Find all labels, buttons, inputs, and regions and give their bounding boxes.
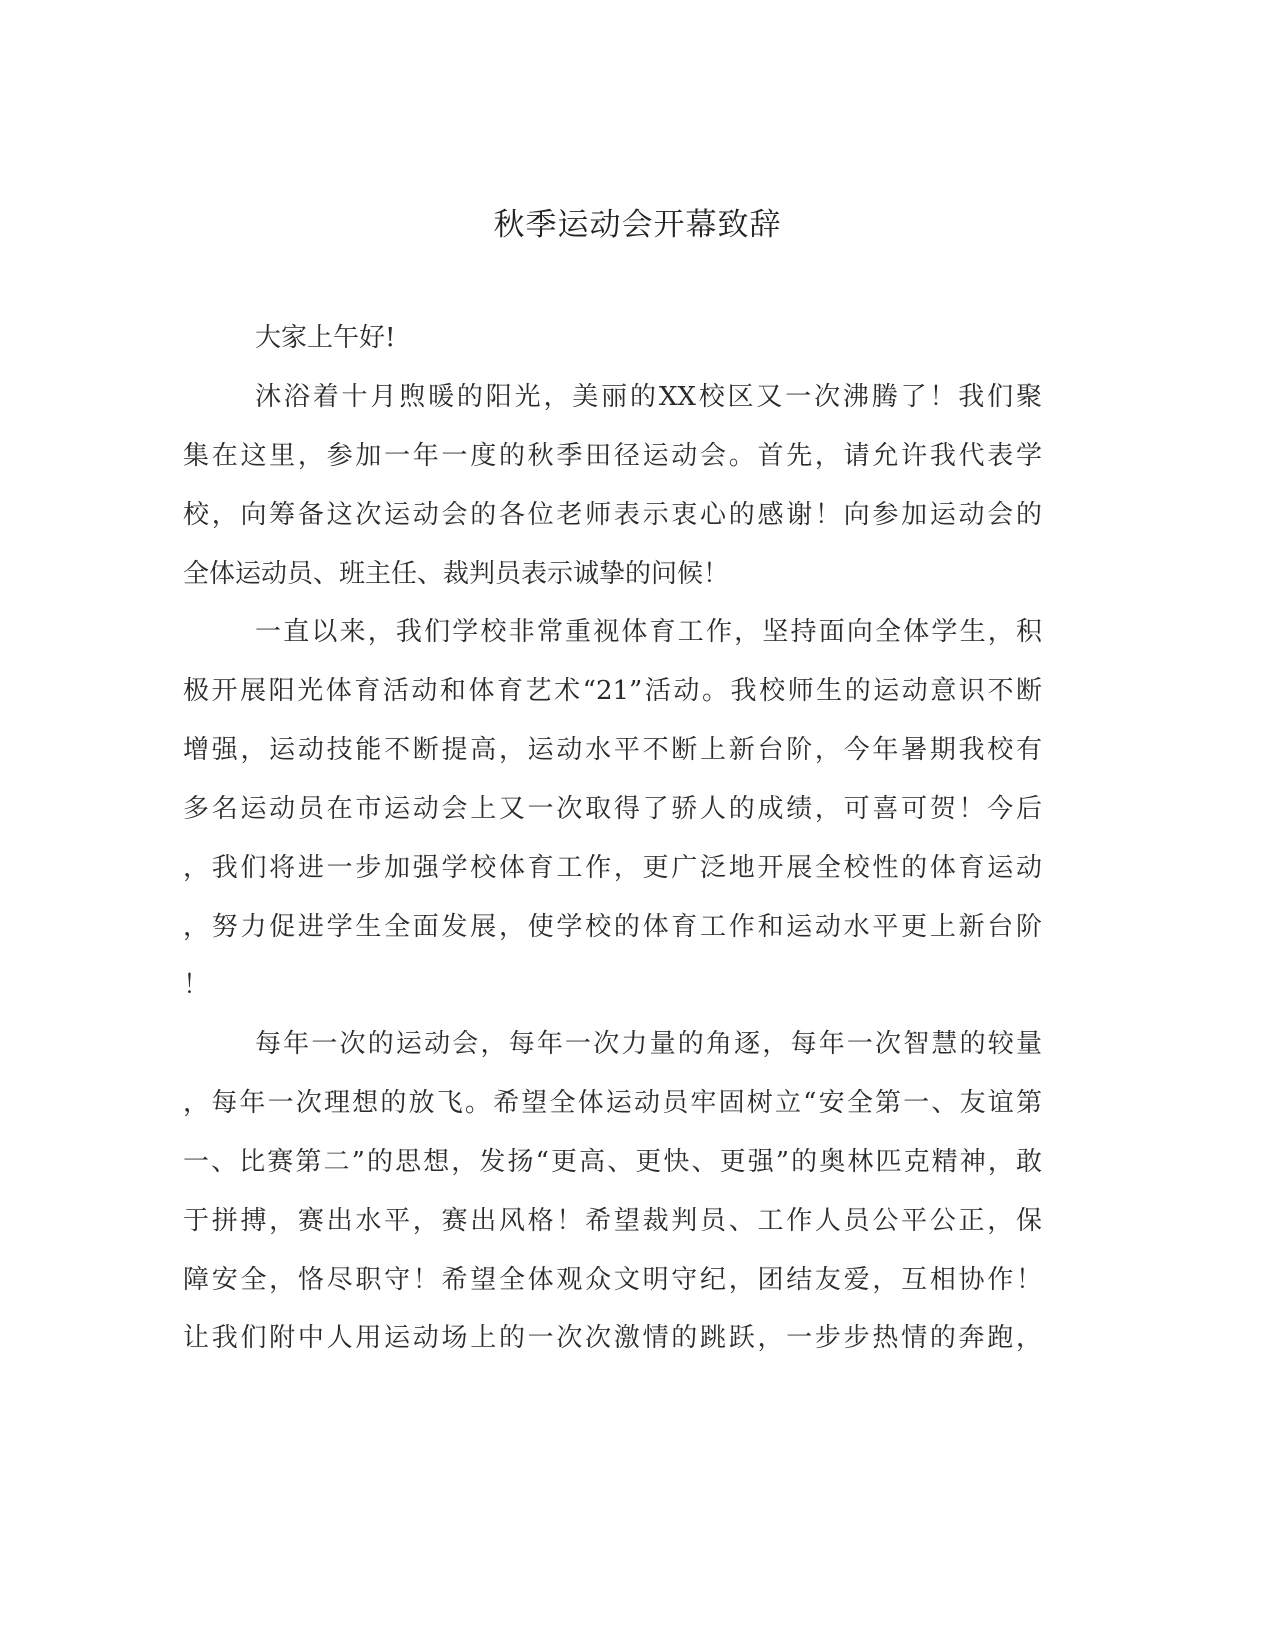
paragraph-2-line-4: 多名运动员在市运动会上又一次取得了骄人的成绩，可喜可贺！今后 bbox=[183, 794, 1042, 824]
paragraph-3-line-1: 每年一次的运动会，每年一次力量的角逐，每年一次智慧的较量 bbox=[255, 1029, 1042, 1059]
paragraph-1-line-2: 集在这里，参加一年一度的秋季田径运动会。首先，请允许我代表学 bbox=[183, 441, 1042, 471]
paragraph-2-line-5: ，我们将进一步加强学校体育工作，更广泛地开展全校性的体育运动 bbox=[183, 853, 1042, 883]
paragraph-3-line-5: 障安全，恪尽职守！希望全体观众文明守纪，团结友爱，互相协作！ bbox=[183, 1265, 1042, 1295]
paragraph-2-line-1: 一直以来，我们学校非常重视体育工作，坚持面向全体学生，积 bbox=[255, 617, 1042, 647]
paragraph-1-line-1: 沐浴着十月煦暖的阳光，美丽的XX校区又一次沸腾了！我们聚 bbox=[255, 382, 1042, 412]
paragraph-2-line-2: 极开展阳光体育活动和体育艺术“21”活动。我校师生的运动意识不断 bbox=[183, 676, 1042, 706]
document-title: 秋季运动会开幕致辞 bbox=[493, 207, 782, 243]
paragraph-3-line-2: ，每年一次理想的放飞。希望全体运动员牢固树立“安全第一、友谊第 bbox=[183, 1088, 1042, 1118]
paragraph-2-line-3: 增强，运动技能不断提高，运动水平不断上新台阶，今年暑期我校有 bbox=[183, 735, 1042, 765]
paragraph-2-line-6: ，努力促进学生全面发展，使学校的体育工作和运动水平更上新台阶 bbox=[183, 912, 1042, 942]
paragraph-1-line-4: 全体运动员、班主任、裁判员表示诚挚的问候！ bbox=[183, 559, 730, 589]
greeting-line: 大家上午好! bbox=[255, 323, 396, 353]
paragraph-3-line-3: 一、比赛第二”的思想，发扬“更高、更快、更强”的奥林匹克精神，敢 bbox=[183, 1147, 1042, 1177]
paragraph-3-line-6: 让我们附中人用运动场上的一次次激情的跳跃，一步步热情的奔跑， bbox=[183, 1323, 1042, 1353]
paragraph-2-line-7: ！ bbox=[183, 970, 210, 1000]
paragraph-3-line-4: 于拼搏，赛出水平，赛出风格！希望裁判员、工作人员公平公正，保 bbox=[183, 1206, 1042, 1236]
paragraph-1-line-3: 校，向筹备这次运动会的各位老师表示衷心的感谢！向参加运动会的 bbox=[183, 500, 1042, 530]
